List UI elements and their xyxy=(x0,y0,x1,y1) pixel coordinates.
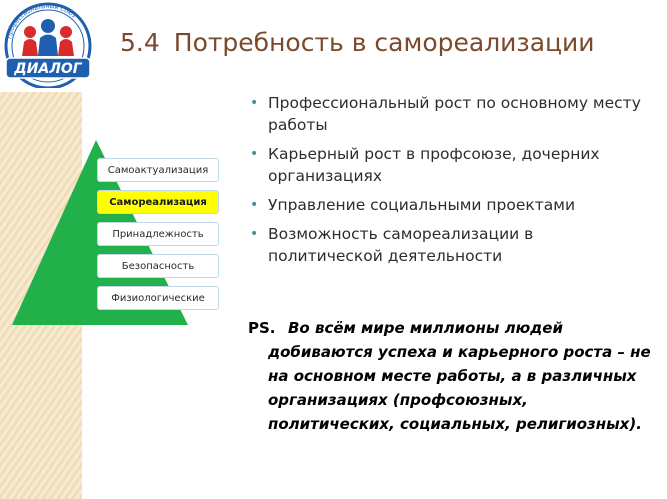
ps-label: PS. xyxy=(248,319,276,337)
pyramid-level-safety: Безопасность xyxy=(97,254,219,278)
pyramid-level-physiological: Физиологические xyxy=(97,286,219,310)
pyramid-level-self-actualization: Самоактуализация xyxy=(97,158,219,182)
ps-note xyxy=(248,316,653,436)
ps-text: Во всём мире миллионы людей добиваются успеха и карьерного роста – не на основном месте работы, а в различных организациях (профсоюзных, политических, социальных, религиозных). xyxy=(268,319,651,433)
page-title xyxy=(120,28,650,57)
bullet-list xyxy=(250,92,650,274)
person-icon xyxy=(41,19,55,33)
person-icon xyxy=(24,26,36,38)
section-number: 5.4 xyxy=(120,28,160,57)
person-icon xyxy=(60,26,72,38)
pyramid-level-belonging: Принадлежность xyxy=(97,222,219,246)
dialog-logo xyxy=(0,0,96,88)
logo-arc-text: Профессиональный Союз xyxy=(5,2,78,40)
bullet-icon: • xyxy=(250,197,259,213)
list-item: • Профессиональный рост по основному месту работы xyxy=(250,94,641,134)
list-item: • Управление социальными проектами xyxy=(250,196,576,214)
title-text: Потребность в самореализации xyxy=(173,28,595,57)
list-item: • Карьерный рост в профсоюзе, дочерних организациях xyxy=(250,145,600,185)
bullet-icon: • xyxy=(250,226,259,242)
pyramid-level-self-realization: Самореализация xyxy=(97,190,219,214)
logo-name: ДИАЛОГ xyxy=(14,61,82,77)
bullet-icon: • xyxy=(250,146,259,162)
list-item: • Возможность самореализации в политической деятельности xyxy=(250,225,534,265)
bullet-icon: • xyxy=(250,95,259,111)
